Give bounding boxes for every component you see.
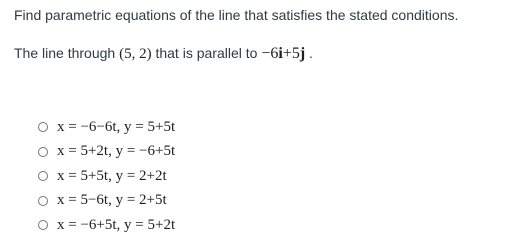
radio-button[interactable] <box>38 171 48 181</box>
radio-button[interactable] <box>38 147 48 157</box>
answer-option-1[interactable] <box>38 115 175 140</box>
answer-option-2[interactable] <box>38 140 175 165</box>
answer-option-4[interactable] <box>38 189 175 214</box>
vector-j-coefficient: +5 <box>282 45 300 62</box>
answer-option-label: x = 5+2t, y = −6+5t <box>57 143 176 160</box>
unit-vector-j: j <box>299 45 306 62</box>
question-period: . <box>305 45 313 61</box>
radio-button[interactable] <box>38 122 48 132</box>
question-prompt: Find parametric equations of the line that satisfies the stated conditions. <box>14 7 459 23</box>
answer-option-5[interactable] <box>38 213 175 238</box>
unit-vector-i: i <box>278 45 283 62</box>
vector-i-coefficient: −6 <box>261 45 279 62</box>
answer-option-label: x = 5+5t, y = 2+2t <box>57 167 167 184</box>
radio-button[interactable] <box>38 220 48 230</box>
answer-options <box>38 115 175 238</box>
direction-vector <box>261 45 305 62</box>
answer-option-3[interactable] <box>38 164 175 189</box>
radio-button[interactable] <box>38 196 48 206</box>
question-statement <box>14 45 313 63</box>
point-coordinates: (5, 2) <box>119 46 152 62</box>
answer-option-label: x = −6−6t, y = 5+5t <box>57 118 176 135</box>
answer-option-label: x = 5−6t, y = 2+5t <box>57 192 167 209</box>
answer-option-label: x = −6+5t, y = 5+2t <box>57 216 176 233</box>
question-text-middle: that is parallel to <box>151 45 262 61</box>
question-text-before: The line through <box>14 45 120 61</box>
